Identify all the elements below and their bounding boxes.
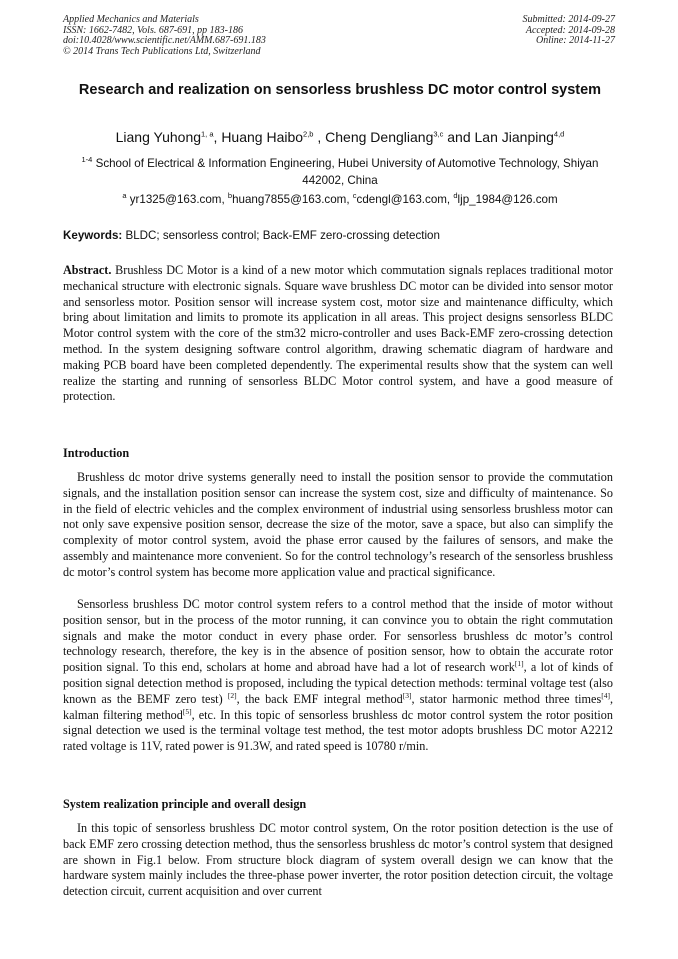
issn-line: ISSN: 1662-7482, Vols. 687-691, pp 183-186 bbox=[63, 24, 243, 36]
accepted-date: Accepted: 2014-09-28 bbox=[525, 24, 615, 36]
paragraph-text: , kalman filtering method bbox=[63, 691, 613, 722]
citation-ref: [5] bbox=[182, 706, 192, 716]
paragraph-text: , the back EMF integral method bbox=[236, 691, 403, 706]
affiliation-marker: 1-4 bbox=[81, 155, 93, 165]
author-name: Liang Yuhong bbox=[115, 129, 202, 145]
author-name: Cheng Dengliang bbox=[325, 129, 434, 145]
abstract-text: Brushless DC Motor is a kind of a new motor which commutation signals replaces traditional motor mechanical structure with electronic signals. Square wave brushless DC motor can be divided into sensor motor and sensorless motor. Position sensor will increase system cost, motor size and maintenance difficulty, which bring about limitation and limits to promote its application in all areas. This project designs sensorless BLDC Motor control system with the core of the stm32 micro-controller and uses Back-EMF zero-crossing detection method. In the system designing software control algorithm, drawing schematic diagram of hardware and making PCB board have been completed dependently. The experimental results show that the system can well realize the starting and running of sensorless BLDC Motor control system, and have a good measure of protection. bbox=[63, 263, 613, 404]
affiliation bbox=[60, 155, 620, 189]
author-marker: 1, a bbox=[201, 129, 214, 139]
paragraph-text: Sensorless brushless DC motor control system refers to a control method that the inside of motor without position sensor, but in the process of the motor running, it can convince you to obtain the right commutation signals and make the motor conduct in every phase order. For sensorless brushless dc motor’s control technology research, therefore, the key is in the absence of position sensor, how to obtain the accurate rotor position signal. To this end, scholars at home and abroad have had a lot of research work bbox=[63, 597, 613, 675]
paragraph-text: , a lot of kinds of position signal detection method is proposed, including the typical detection methods: terminal voltage test (also known as the BEMF zero test) bbox=[63, 660, 613, 706]
journal-name: Applied Mechanics and Materials bbox=[63, 14, 199, 25]
email-marker: d bbox=[453, 191, 458, 201]
email-address: cdengl@163.com, bbox=[356, 193, 454, 206]
author-separator: , bbox=[213, 129, 222, 145]
citation-ref: [2] bbox=[227, 690, 237, 700]
paragraph-text: , stator harmonic method three times bbox=[411, 691, 602, 706]
citation-ref: [1] bbox=[514, 659, 524, 669]
email-list bbox=[40, 193, 640, 207]
system-design-heading: System realization principle and overall design bbox=[63, 797, 307, 811]
email-address: ljp_1984@126.com bbox=[457, 193, 558, 206]
author-list bbox=[40, 128, 640, 146]
system-design-paragraph-1: In this topic of sensorless brushless DC motor control system, On the rotor position detection is the use of back EMF zero crossing detection method, thus the sensorless brushless dc motor’s control system that designed are shown in Fig.1 below. From structure block diagram of system overall design we can know that the hardware system mainly includes the three-phase power inverter, the rotor position detection circuit, the voltage detection circuit, current acquisition and over current bbox=[63, 821, 613, 899]
submission-dates bbox=[523, 15, 616, 47]
author-marker: 3,c bbox=[433, 129, 444, 139]
paper-title: Research and realization on sensorless brushless DC motor control system bbox=[78, 82, 602, 98]
online-date: Online: 2014-11-27 bbox=[536, 35, 615, 46]
email-marker: c bbox=[352, 191, 357, 201]
email-marker: a bbox=[122, 191, 127, 201]
introduction-heading: Introduction bbox=[63, 446, 130, 460]
author-name: Lan Jianping bbox=[474, 129, 554, 145]
email-address: yr1325@163.com, bbox=[126, 193, 228, 206]
paragraph-text: , etc. In this topic of sensorless brushless dc motor control system the rotor position signal detection we used is the terminal voltage test method, the test motor adopts brushless DC motor A2212 rated voltage is 11V, rated power is 91.3W, and rated speed is 10780 r/min. bbox=[63, 707, 613, 754]
introduction-paragraph-2 bbox=[63, 597, 613, 755]
abstract bbox=[63, 263, 613, 405]
email-marker: b bbox=[227, 191, 233, 201]
submitted-date: Submitted: 2014-09-27 bbox=[522, 14, 615, 25]
keywords bbox=[63, 229, 623, 243]
copyright-line: © 2014 Trans Tech Publications Ltd, Switzerland bbox=[63, 45, 261, 57]
author-separator: and bbox=[443, 129, 475, 145]
affiliation-text: School of Electrical & Information Engineering, Hubei University of Automotive Technology, Shiyan 442002, China bbox=[92, 157, 599, 187]
doi-line: doi:10.4028/www.scientific.net/AMM.687-691.183 bbox=[63, 35, 266, 46]
email-address: huang7855@163.com, bbox=[232, 193, 353, 206]
citation-ref: [4] bbox=[601, 690, 610, 700]
introduction-paragraph-1: Brushless dc motor drive systems generally need to install the position sensor to provide the commutation signals, and the installation position sensor can increase the system cost, size and difficulty of maintenance. So in the field of electric vehicles and the complex environment of industrial using sensorless brushless motor can not only save expensive position sensor, decrease the size of the motor, save a space, but also can simplify the complexity of motor control system, avoid the phase error caused by the failures of sensors, and make the assembly and maintenance more convenient. So for the control technology’s research of the sensorless brushless dc motor’s control system has become more application value and practical significance. bbox=[63, 470, 613, 579]
author-marker: 4,d bbox=[553, 129, 565, 139]
keywords-text: BLDC; sensorless control; Back-EMF zero-crossing detection bbox=[122, 229, 440, 242]
abstract-label: Abstract. bbox=[63, 263, 112, 277]
keywords-label: Keywords: bbox=[63, 229, 123, 242]
author-separator: , bbox=[313, 129, 326, 145]
author-marker: 2,b bbox=[303, 129, 314, 139]
journal-info bbox=[63, 15, 266, 57]
author-name: Huang Haibo bbox=[221, 129, 304, 145]
citation-ref: [3] bbox=[402, 690, 412, 700]
